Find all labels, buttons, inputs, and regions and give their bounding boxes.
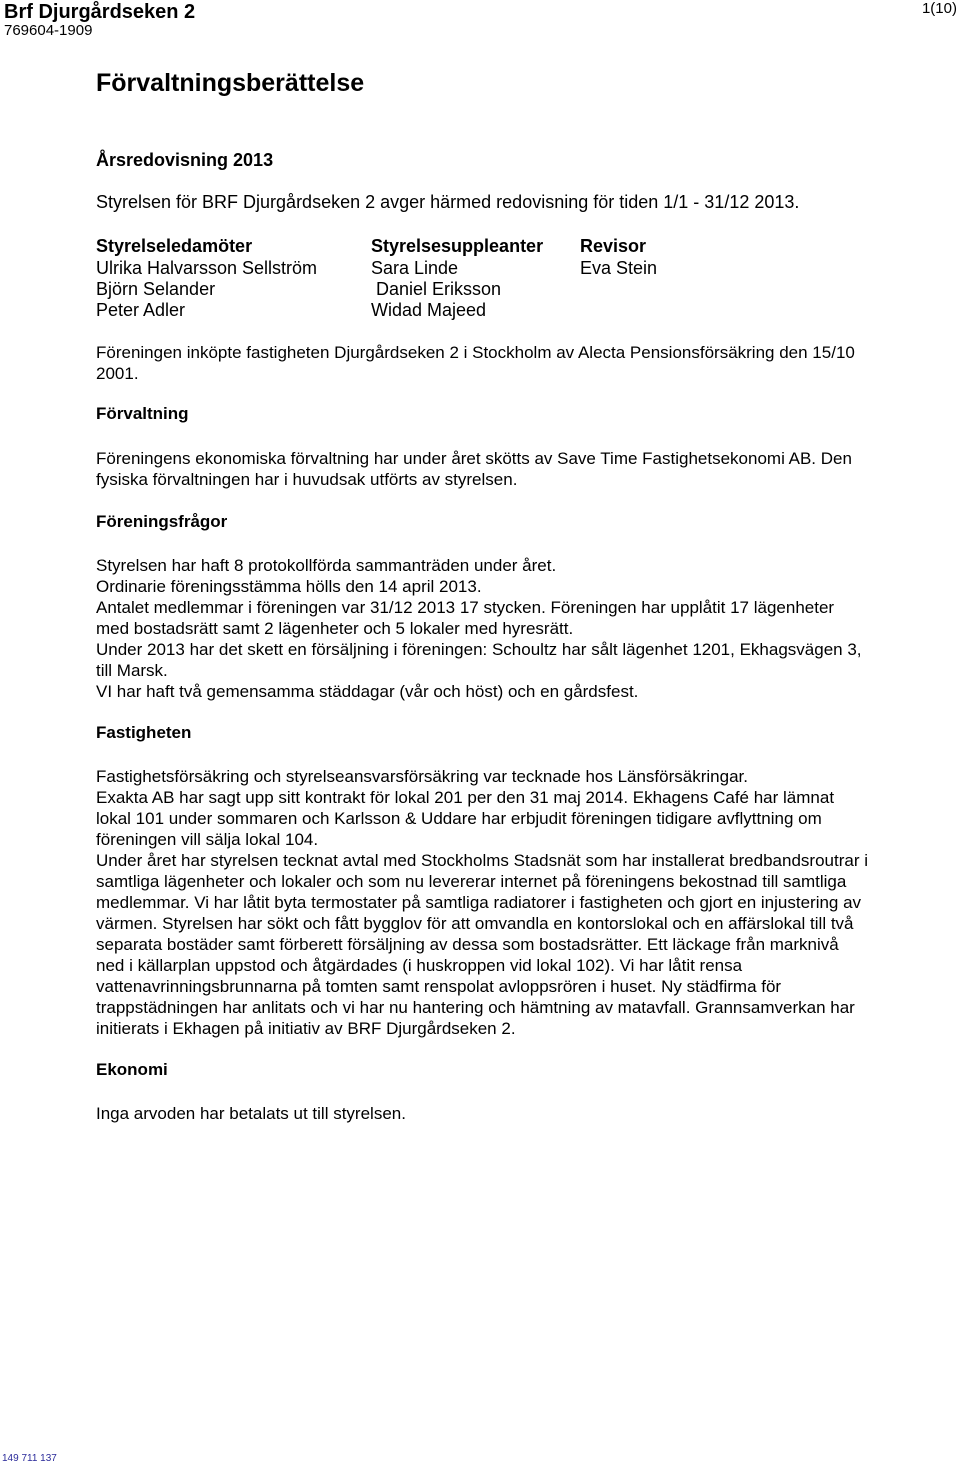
document-title: Förvaltningsberättelse [96,69,365,97]
auditor-heading: Revisor [580,236,647,256]
property-text: Fastighetsförsäkring och styrelseansvarsförsäkring var tecknade hos Länsförsäkringar. Exakta AB har sagt upp sitt kontrakt för lokal 201 per den 31 maj 2014. Ekhagens Café har lämnat lokal 101 under sommaren och Karlsson & Uddare har erbjudit föreningen tidigare avflyttning om föreningen vill sälja lokal 104. Under året har styrelsen tecknat avtal med Stockholms Stadsnät som har installerat bredbandsroutrar i samtliga lägenheter och lokaler och som nu levererar internet på föreningens bekostnad till samtliga medlemmar. Vi har låtit byta termostater på samtliga radiatorer i fastigheten och gjort en injustering av värmen. Styrelsen har sökt och fått bygglov för att omvandla en kontorslokal och en affärslokal till två separata bostäder samt förberett försäljning av dessa som bostadsrätter. Ett läckage från marknivå ned i källarplan uppstod och åtgärdades (i huskroppen vid lokal 102). Vi har låtit rensa vattenavrinningsbrunnarna på tomten samt renspolat avloppsrören i huset. Ny städfirma för trappstädningen har anlitats och vi har nu hantering och hämtning av matavfall. Grannsamverkan har initierats i Ekhagen på initiativ av BRF Djurgårdseken 2. [96,767,868,1038]
board-member: Björn Selander [96,279,216,299]
property-heading: Fastigheten [96,723,192,742]
board-members-heading: Styrelseledamöter [96,236,253,256]
page-number: 1(10) [921,0,957,17]
association-matters-heading: Föreningsfrågor [96,512,228,531]
association-matters-text: Styrelsen har haft 8 protokollförda sammanträden under året. Ordinarie föreningsstämma hölls den 14 april 2013. Antalet medlemmar i föreningen var 31/12 2013 17 stycken. Föreningen har upplåtit 17 lägenheter med bostadsrätt samt 2 lägenheter och 5 lokaler med hyresrätt. Under 2013 har det skett en försäljning i föreningen: Schoultz har sålt lägenhet 1201, Ekhagsvägen 3, till Marsk. VI har haft två gemensamma städdagar (vår och höst) och en gårdsfest. [96,556,862,701]
board-member: Ulrika Halvarsson Sellström [96,258,318,278]
property-purchase-text: Föreningen inköpte fastigheten Djurgårdseken 2 i Stockholm av Alecta Pensionsförsäkring den 15/10 2001. [96,343,855,383]
board-member: Peter Adler [96,300,186,320]
board-substitute: Widad Majeed [371,300,487,320]
economy-heading: Ekonomi [96,1060,168,1079]
board-substitute: Daniel Eriksson [376,279,502,299]
management-text: Föreningens ekonomiska förvaltning har under året skötts av Save Time Fastighetsekonomi AB. Den fysiska förvaltningen har i huvudsak utförts av styrelsen. [96,449,852,489]
annual-report-heading: Årsredovisning 2013 [96,150,274,170]
board-substitute: Sara Linde [371,258,459,278]
economy-text: Inga arvoden har betalats ut till styrelsen. [96,1104,406,1123]
annual-report-intro: Styrelsen för BRF Djurgårdseken 2 avger härmed redovisning för tiden 1/1 - 31/12 2013. [96,192,800,212]
organization-name: Brf Djurgårdseken 2 [4,1,196,23]
auditor-name: Eva Stein [580,258,658,278]
organization-number: 769604-1909 [4,22,93,39]
document-footer-id: 149 711 137 [2,1453,57,1464]
board-substitutes-heading: Styrelsesuppleanter [371,236,544,256]
management-heading: Förvaltning [96,404,189,423]
